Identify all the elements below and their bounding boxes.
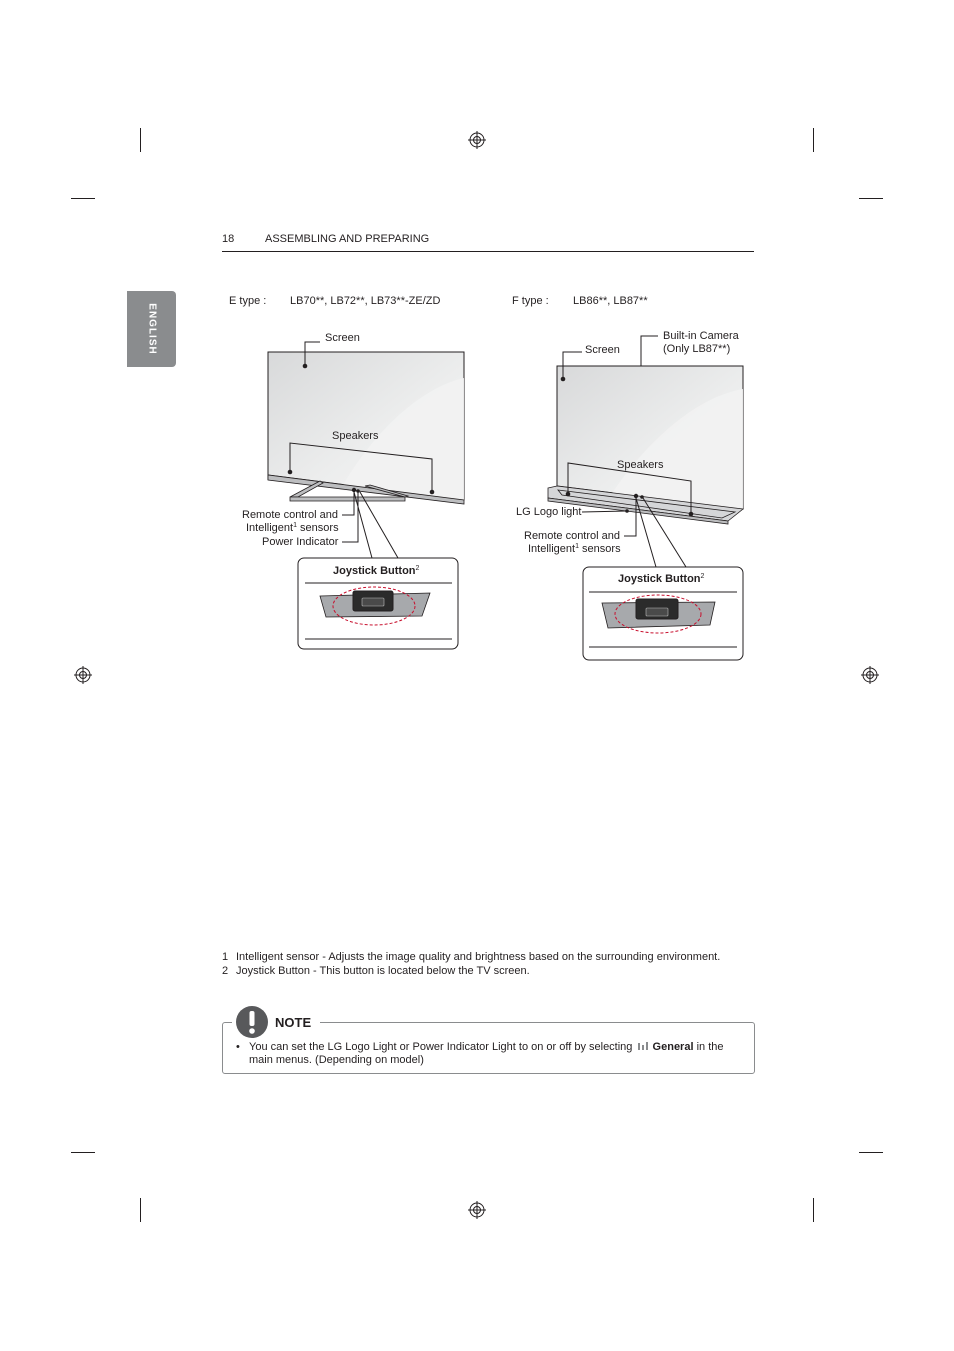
e-type-joystick-label: Joystick Button$^2$ [333, 565, 420, 577]
f-type-tv-illustration [510, 326, 750, 666]
f-type-speakers-label: Speakers [617, 459, 664, 471]
crop-mark [813, 128, 814, 152]
f-type-joystick-label: Joystick Button$^2$ [618, 573, 705, 585]
crop-mark [859, 1152, 883, 1153]
page-number: 18 [222, 233, 235, 245]
e-type-tv-illustration [230, 330, 480, 660]
header-rule [222, 251, 754, 252]
f-type-camera-label: Built-in Camera [663, 330, 739, 342]
e-type-intelligent-label: Intelligent$^1$ sensors [246, 522, 339, 534]
e-type-power-indicator-label: Power Indicator [262, 536, 339, 548]
exclamation-icon [235, 1005, 269, 1039]
crop-mark [71, 198, 95, 199]
f-type-models: LB86**, LB87** [573, 295, 648, 307]
crop-mark [140, 128, 141, 152]
crop-mark [859, 198, 883, 199]
f-type-camera-note: (Only LB87**) [663, 343, 731, 355]
e-type-label: E type : [229, 295, 267, 307]
language-tab [127, 291, 176, 367]
f-type-intelligent-label: Intelligent$^1$ sensors [528, 543, 621, 555]
language-tab-label: ENGLISH [146, 303, 157, 355]
crop-mark [813, 1198, 814, 1222]
note-line-1: • You can set the LG Logo Light or Power Indicator Light to on or off by selecting General in the [236, 1041, 724, 1053]
registration-mark-icon [468, 1201, 486, 1219]
registration-mark-icon [74, 666, 92, 684]
note-title: NOTE [275, 1015, 312, 1030]
registration-mark-icon [468, 131, 486, 149]
section-title: ASSEMBLING AND PREPARING [265, 233, 430, 245]
e-type-models: LB70**, LB72**, LB73**-ZE/ZD [290, 295, 441, 307]
f-type-lg-logo-light-label: LG Logo light [516, 506, 582, 518]
f-type-label: F type : [512, 295, 549, 307]
crop-mark [71, 1152, 95, 1153]
general-settings-icon [637, 1041, 649, 1051]
f-type-remote-label: Remote control and [524, 530, 620, 542]
e-type-speakers-label: Speakers [332, 430, 379, 442]
registration-mark-icon [861, 666, 879, 684]
footnote-1: 1 Intelligent sensor - Adjusts the image quality and brightness based on the surrounding environment. [222, 951, 721, 963]
e-type-remote-label: Remote control and [242, 509, 338, 521]
note-line-2: main menus. (Depending on model) [249, 1054, 424, 1066]
crop-mark [140, 1198, 141, 1222]
f-type-screen-label: Screen [585, 344, 620, 356]
e-type-screen-label: Screen [325, 332, 360, 344]
footnote-2: 2 Joystick Button - This button is located below the TV screen. [222, 965, 530, 977]
